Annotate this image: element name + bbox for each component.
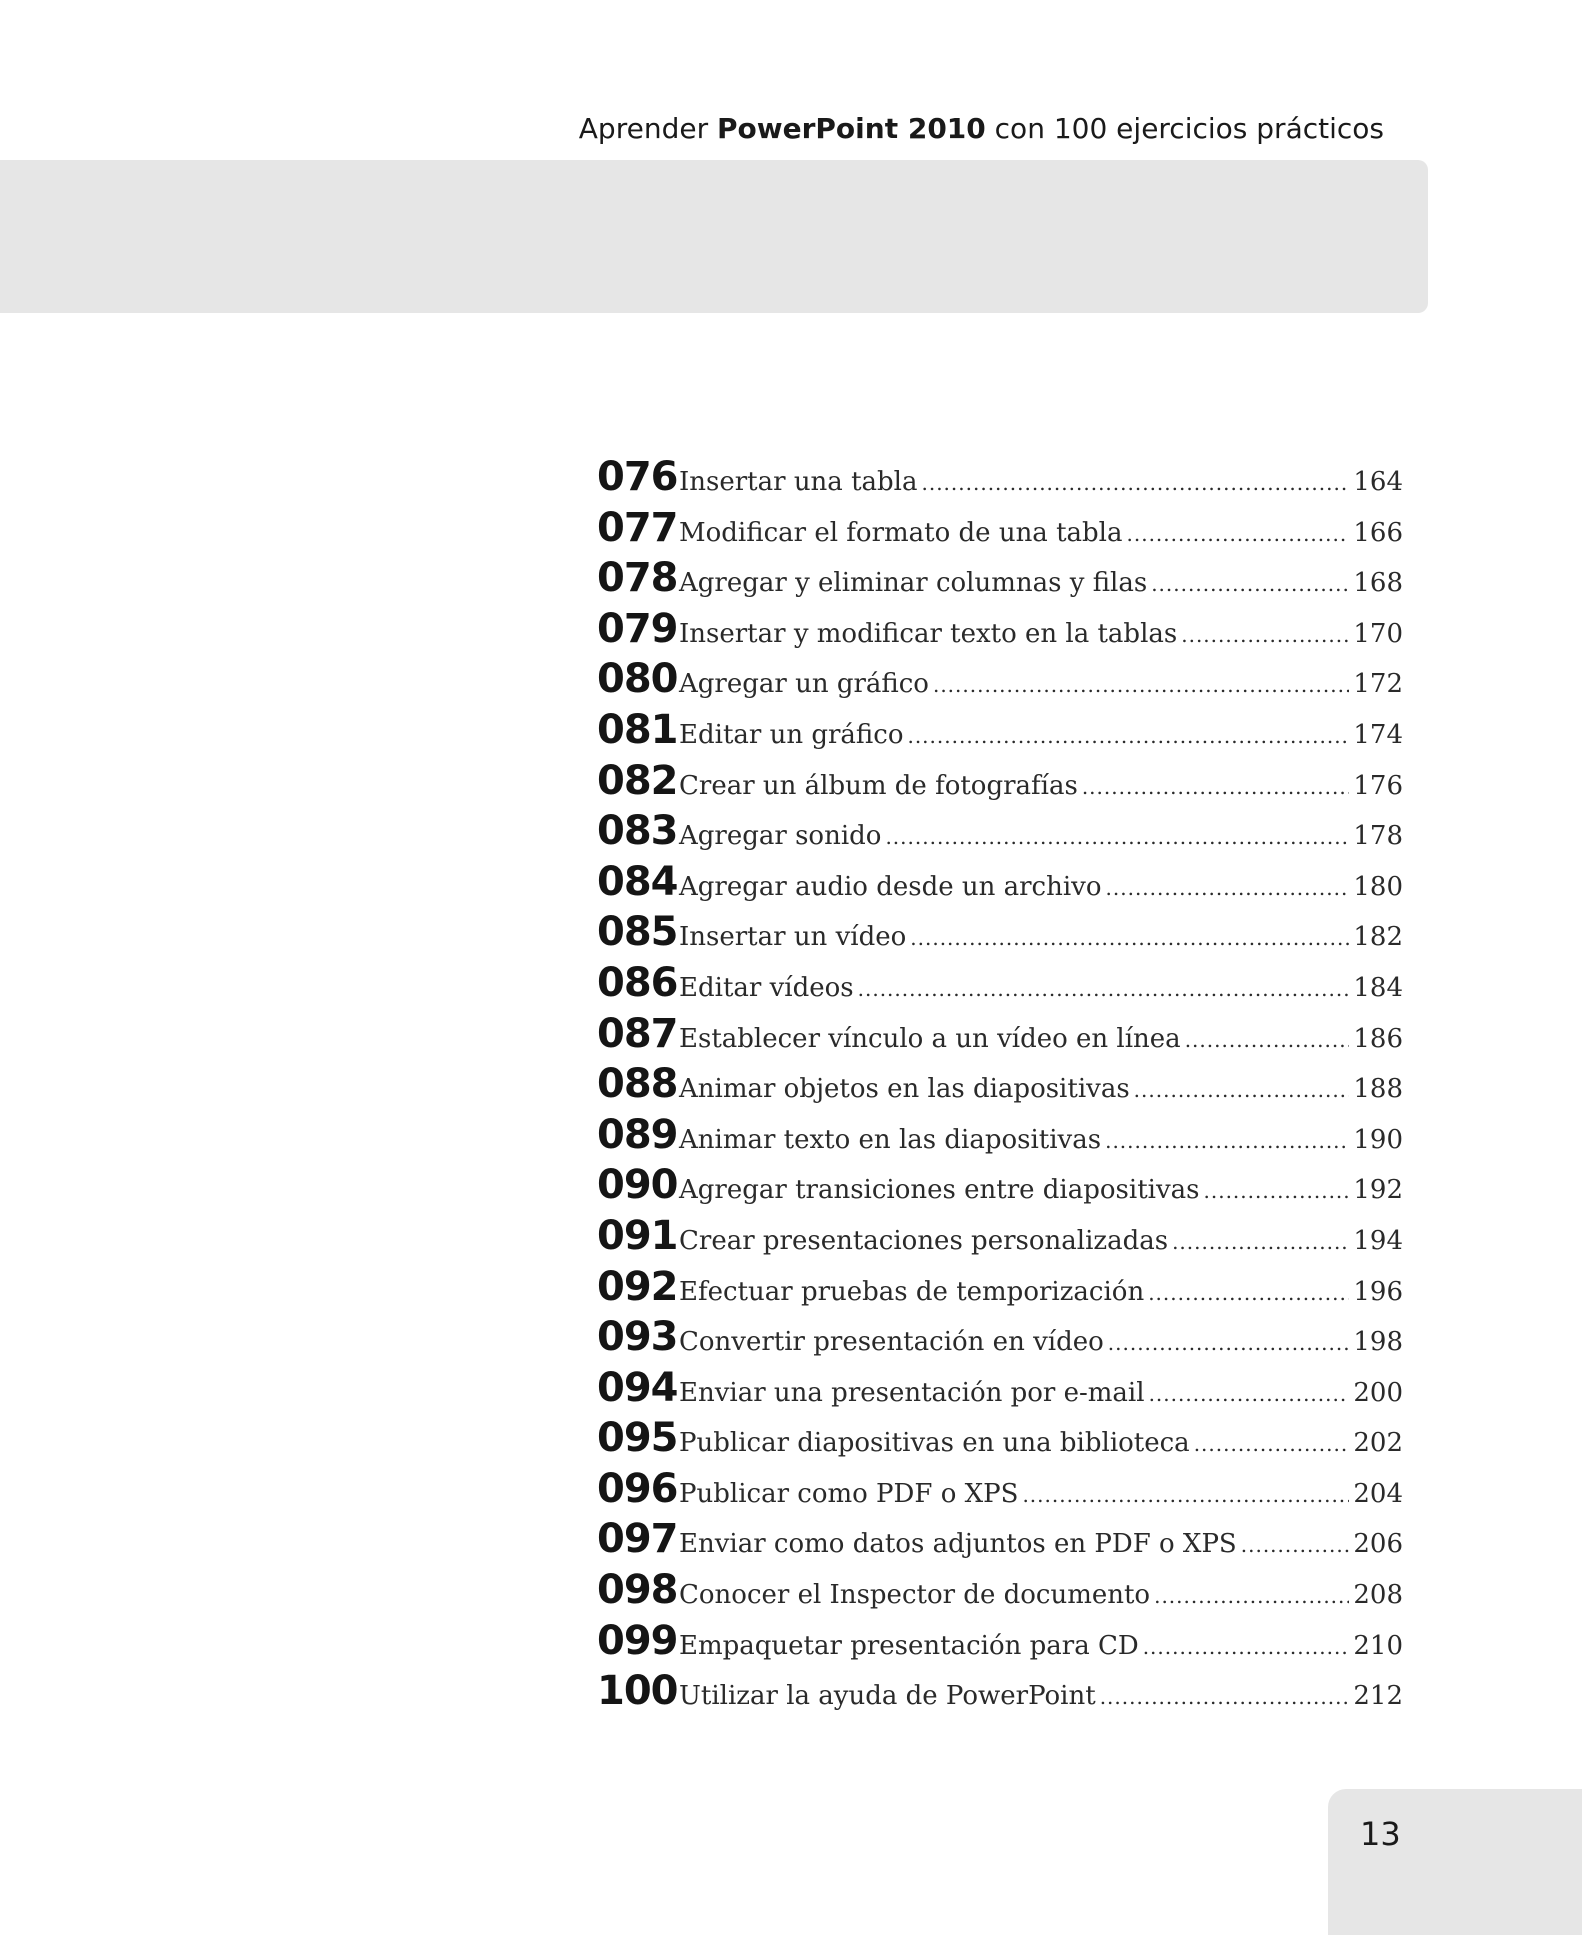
toc-row: [597, 606, 1403, 657]
toc-leader: [885, 825, 1349, 849]
toc-row: [597, 960, 1403, 1011]
toc-row: [597, 505, 1403, 556]
toc-leader: [1185, 1028, 1350, 1052]
toc-title: Efectuar pruebas de temporización: [679, 1276, 1145, 1307]
toc-number: 082: [597, 757, 678, 804]
toc-leader: [1134, 1078, 1350, 1102]
toc-page: 166: [1353, 517, 1403, 548]
toc-leader: [1149, 1382, 1350, 1406]
toc-title: Agregar audio desde un archivo: [679, 871, 1102, 902]
toc-title: Animar objetos en las diapositivas: [679, 1074, 1130, 1105]
toc-row: [597, 707, 1403, 758]
toc-title: Utilizar la ayuda de PowerPoint: [679, 1681, 1096, 1712]
toc-number: 085: [597, 909, 678, 956]
toc-title: Publicar como PDF o XPS: [679, 1478, 1019, 1509]
toc-number: 087: [597, 1010, 678, 1057]
toc-leader: [1172, 1230, 1349, 1254]
toc-title: Publicar diapositivas en una biblioteca: [679, 1428, 1190, 1459]
toc-leader: [1105, 1129, 1349, 1153]
toc-page: 192: [1353, 1175, 1403, 1206]
toc-leader: [1022, 1483, 1349, 1507]
toc-leader: [858, 977, 1350, 1001]
running-header: [579, 112, 1384, 145]
toc-row: [597, 555, 1403, 606]
toc-leader: [921, 471, 1349, 495]
toc-page: 212: [1353, 1681, 1403, 1712]
toc-leader: [910, 926, 1349, 950]
toc-leader: [1143, 1635, 1350, 1659]
toc-page: 184: [1353, 972, 1403, 1003]
toc-leader: [1154, 1584, 1349, 1608]
toc-number: 076: [597, 454, 678, 500]
toc-number: 079: [597, 605, 678, 652]
toc-row: [597, 1112, 1403, 1163]
toc-leader: [1082, 775, 1350, 799]
toc-leader: [1148, 1281, 1349, 1305]
toc-row: [597, 1365, 1403, 1416]
toc-page: 196: [1353, 1276, 1403, 1307]
toc-row: [597, 1061, 1403, 1112]
toc-leader: [1241, 1533, 1350, 1557]
header-band: [0, 160, 1428, 313]
toc-page: 190: [1353, 1124, 1403, 1155]
toc-page: 198: [1353, 1327, 1403, 1358]
toc-row: [597, 1264, 1403, 1315]
toc-number: 088: [597, 1061, 678, 1108]
toc-number: 086: [597, 959, 678, 1006]
toc-page: 206: [1353, 1529, 1403, 1560]
toc-leader: [1106, 876, 1350, 900]
toc-row: [597, 1516, 1403, 1567]
toc-page: 194: [1353, 1225, 1403, 1256]
toc-leader: [1108, 1331, 1350, 1355]
page-number: 13: [1360, 1815, 1401, 1853]
toc-number: 083: [597, 808, 678, 855]
toc-number: 090: [597, 1162, 678, 1209]
toc-number: 089: [597, 1111, 678, 1158]
toc-row: [597, 1567, 1403, 1618]
toc-row: [597, 1668, 1403, 1719]
toc-title: Agregar transiciones entre diapositivas: [679, 1175, 1200, 1206]
toc-number: 097: [597, 1516, 678, 1563]
toc-page: 210: [1353, 1630, 1403, 1661]
toc-title: Animar texto en las diapositivas: [679, 1124, 1102, 1155]
toc-number: 094: [597, 1364, 678, 1411]
toc-page: 180: [1353, 871, 1403, 902]
toc-number: 095: [597, 1415, 678, 1462]
toc-title: Crear presentaciones personalizadas: [679, 1225, 1169, 1256]
toc-title: Agregar sonido: [679, 821, 882, 852]
toc-number: 081: [597, 706, 678, 753]
toc-page: 164: [1353, 467, 1403, 497]
toc-title: Editar un gráfico: [679, 719, 904, 750]
toc-number: 077: [597, 504, 678, 551]
toc-title: Empaquetar presentación para CD: [679, 1630, 1139, 1661]
toc-leader: [1151, 572, 1349, 596]
toc-page: 208: [1353, 1580, 1403, 1611]
toc-leader: [1194, 1432, 1350, 1456]
toc-row: [597, 1314, 1403, 1365]
page-number-tab: [1328, 1789, 1582, 1935]
toc-title: Enviar una presentación por e-mail: [679, 1377, 1145, 1408]
toc-number: 096: [597, 1465, 678, 1512]
toc-title: Insertar y modificar texto en la tablas: [679, 618, 1178, 649]
toc-leader: [1127, 522, 1350, 546]
toc-row: [597, 1415, 1403, 1466]
toc-number: 093: [597, 1314, 678, 1361]
toc-row: [597, 1618, 1403, 1669]
toc-row: [597, 859, 1403, 910]
toc-leader: [1204, 1179, 1350, 1203]
toc-page: 188: [1353, 1074, 1403, 1105]
toc-title: Modificar el formato de una tabla: [679, 517, 1123, 548]
toc-title: Agregar y eliminar columnas y filas: [679, 568, 1148, 599]
toc-page: 200: [1353, 1377, 1403, 1408]
toc-page: 186: [1353, 1023, 1403, 1054]
toc-title: Convertir presentación en vídeo: [679, 1327, 1104, 1358]
toc-title: Crear un álbum de fotografías: [679, 770, 1078, 801]
header-prefix: Aprender: [578, 112, 717, 145]
toc-title: Agregar un gráfico: [679, 669, 929, 700]
toc-number: 098: [597, 1567, 678, 1614]
toc-title: Conocer el Inspector de documento: [679, 1580, 1151, 1611]
toc-number: 092: [597, 1263, 678, 1310]
toc-page: 174: [1353, 719, 1403, 750]
toc-row: [597, 1162, 1403, 1213]
toc-title: Establecer vínculo a un vídeo en línea: [679, 1023, 1181, 1054]
toc-title: Insertar una tabla: [679, 467, 918, 497]
toc-row: [597, 758, 1403, 809]
toc-page: 176: [1353, 770, 1403, 801]
toc-page: 204: [1353, 1478, 1403, 1509]
toc-row: [597, 1011, 1403, 1062]
toc-title: Editar vídeos: [679, 972, 854, 1003]
toc-page: 172: [1353, 669, 1403, 700]
toc-number: 099: [597, 1617, 678, 1664]
toc-row: [597, 454, 1403, 505]
toc-row: [597, 808, 1403, 859]
toc-title: Enviar como datos adjuntos en PDF o XPS: [679, 1529, 1237, 1560]
toc-page: 202: [1353, 1428, 1403, 1459]
toc-row: [597, 656, 1403, 707]
toc-leader: [1100, 1685, 1350, 1709]
toc-row: [597, 1466, 1403, 1517]
toc-row: [597, 909, 1403, 960]
toc-page: 182: [1353, 922, 1403, 953]
toc-leader: [1181, 623, 1349, 647]
toc-number: 084: [597, 858, 678, 905]
toc-leader: [907, 724, 1349, 748]
toc-number: 100: [597, 1668, 678, 1715]
header-product: PowerPoint 2010: [716, 112, 986, 145]
toc-row: [597, 1213, 1403, 1264]
toc-page: 178: [1353, 821, 1403, 852]
toc-page: 170: [1353, 618, 1403, 649]
header-suffix: con 100 ejercicios prácticos: [985, 112, 1384, 145]
table-of-contents: [597, 454, 1403, 1719]
toc-title: Insertar un vídeo: [679, 922, 907, 953]
toc-number: 091: [597, 1212, 678, 1259]
toc-page: 168: [1353, 568, 1403, 599]
toc-leader: [933, 673, 1349, 697]
toc-number: 080: [597, 656, 678, 703]
toc-number: 078: [597, 555, 678, 602]
